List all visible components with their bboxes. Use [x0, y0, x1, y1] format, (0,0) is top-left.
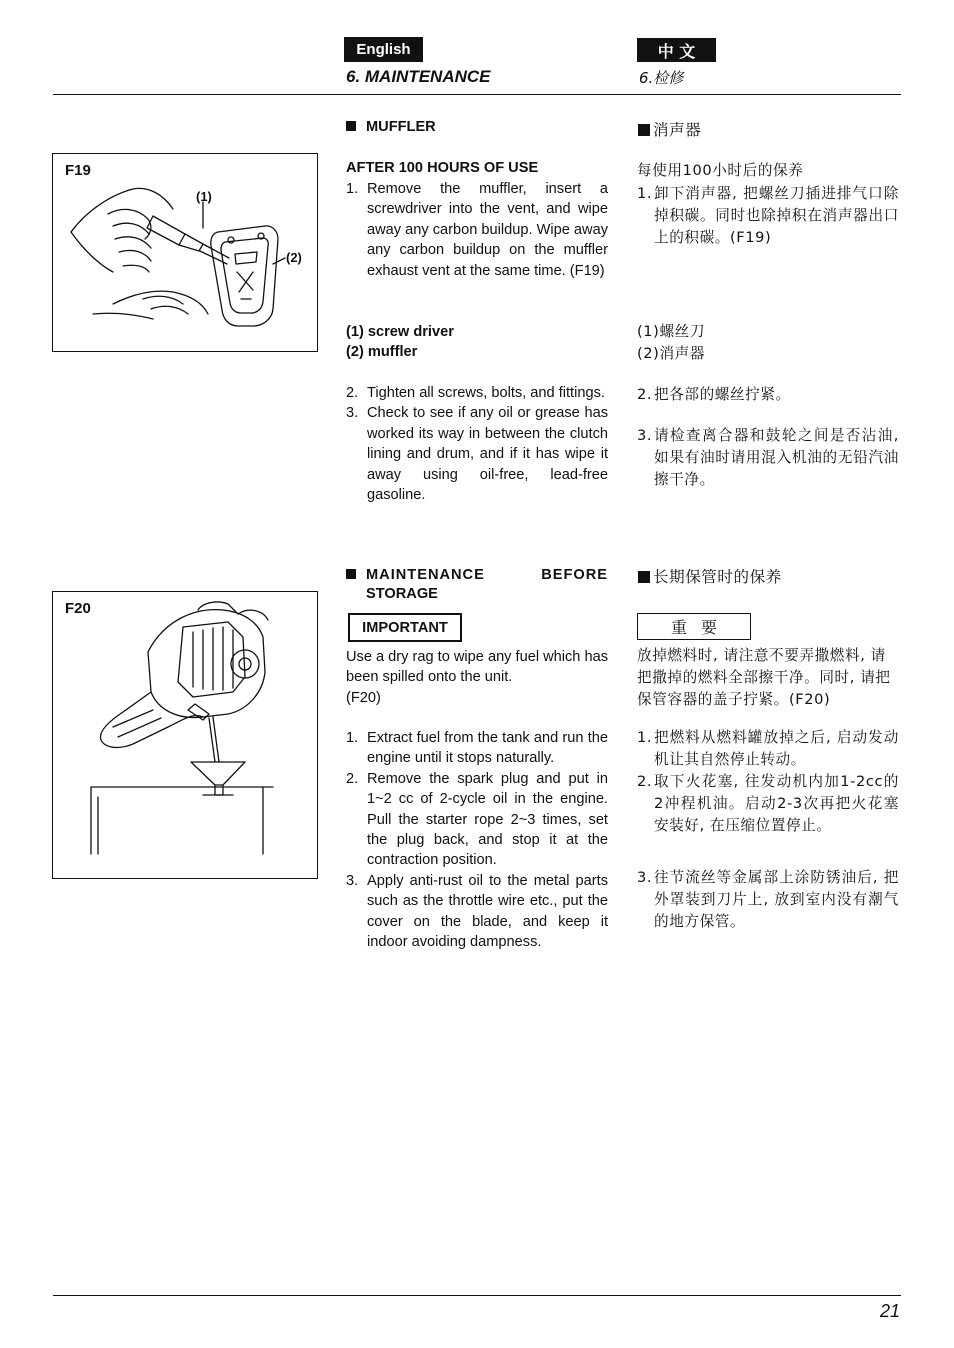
muffler-screwdriver-illustration — [53, 154, 319, 353]
bullet-square-icon — [638, 571, 650, 583]
step-number: 2. — [637, 386, 653, 403]
important-box-cn — [637, 613, 751, 640]
step-text: 往节流丝等金属部上涂防锈油后, 把外罩装到刀片上, 放到室内没有潮气的地方保管。 — [654, 869, 899, 930]
list-item — [346, 769, 608, 871]
storage-note-cn: 放掉燃料时, 请注意不要弄撒燃料, 请把撒掉的燃料全部擦干净。同时, 请把保管容器的盖子拧紧。(F20) — [637, 647, 891, 708]
storage-heading-line-1 — [346, 567, 608, 583]
list-item — [346, 871, 608, 953]
storage-heading-part-1 — [346, 567, 485, 583]
part-label: (2)消声器 — [637, 345, 706, 362]
bullet-square-icon — [346, 121, 356, 131]
page-number: 21 — [879, 1301, 900, 1321]
muffler-steps-en-part1 — [346, 179, 608, 281]
list-item — [346, 179, 608, 281]
list-item — [637, 727, 899, 771]
language-tag-chinese — [637, 38, 716, 62]
muffler-subheading-cn: 每使用100小时后的保养 — [637, 162, 804, 179]
language-tag-chinese-label: 中 文 — [657, 41, 696, 61]
muffler-steps-en-part2 — [346, 383, 608, 505]
language-tag-english-label: English — [356, 41, 411, 58]
muffler-parts-en — [346, 322, 454, 363]
muffler-steps-cn-part2 — [637, 384, 899, 406]
footer-rule — [53, 1295, 901, 1296]
step-text: Remove the muffler, insert a screwdriver into the vent, and wipe away any carbon buildup. Wipe away any carbon buildup on the muffler exhaust vent at the same time. (F19) — [367, 181, 608, 279]
step-text: Check to see if any oil or grease has worked its way in between the clutch lining and drum, and if it has wipe it away using oil-free, lead-free gasoline. — [367, 405, 608, 504]
figure-f19-callout-1: (1) — [196, 189, 212, 204]
part-label: (1) screw driver — [346, 324, 454, 340]
muffler-steps-cn-part3 — [637, 425, 899, 491]
step-number: 2. — [346, 385, 359, 401]
list-item — [346, 403, 608, 505]
important-box-en — [348, 613, 462, 642]
list-item — [346, 383, 608, 403]
storage-steps-cn-part2 — [637, 867, 899, 933]
step-text: 把燃料从燃料罐放掉之后, 启动发动机让其自然停止转动。 — [654, 729, 899, 768]
step-number: 3. — [637, 427, 653, 444]
step-number: 3. — [346, 405, 359, 422]
storage-note-en-ref: (F20) — [346, 689, 381, 706]
muffler-parts-cn — [637, 321, 705, 365]
step-number: 2. — [637, 773, 653, 790]
figure-f20-label: F20 — [65, 600, 91, 617]
important-label-cn: 重要 — [670, 618, 731, 637]
part-label: (2) muffler — [346, 344, 418, 361]
storage-note-en — [346, 647, 608, 708]
muffler-heading-cn-text: 消声器 — [653, 121, 702, 139]
muffler-heading-en — [346, 119, 436, 135]
list-item — [346, 728, 608, 769]
storage-note-en-text: Use a dry rag to wipe any fuel which has been spilled onto the unit. — [346, 649, 609, 686]
muffler-heading-cn — [638, 119, 701, 141]
storage-heading-cn-text: 长期保管时的保养 — [653, 568, 782, 586]
step-number: 1. — [346, 730, 359, 746]
muffler-subheading-en: AFTER 100 HOURS OF USE — [346, 160, 539, 176]
step-number: 1. — [637, 185, 653, 202]
important-label-en: IMPORTANT — [362, 619, 448, 636]
part-label: (1)螺丝刀 — [637, 323, 706, 340]
step-number: 3. — [346, 872, 359, 889]
section-title-cn: 6.检修 — [639, 69, 684, 87]
figure-f19-callout-2: (2) — [286, 250, 302, 265]
step-text: Tighten all screws, bolts, and fittings. — [367, 385, 605, 401]
fuel-draining-illustration — [53, 592, 319, 880]
storage-steps-en — [346, 728, 608, 952]
step-text: Extract fuel from the tank and run the engine until it stops naturally. — [367, 730, 608, 767]
list-item — [637, 384, 899, 406]
step-text: 卸下消声器, 把螺丝刀插进排气口除掉积碳。同时也除掉积在消声器出口上的积碳。(F19) — [654, 185, 899, 246]
list-item — [637, 183, 899, 249]
storage-heading-word-2: BEFORE — [541, 567, 608, 583]
step-number: 2. — [346, 770, 359, 787]
language-tag-english — [344, 37, 423, 62]
figure-f19 — [52, 153, 318, 352]
list-item — [637, 425, 899, 491]
step-text: Apply anti-rust oil to the metal parts such as the throttle wire etc., put the cover on the blade, and keep it indoor avoiding dampness. — [367, 872, 608, 951]
step-text: 请检查离合器和鼓轮之间是否沾油, 如果有油时请用混入机油的无铅汽油擦干净。 — [654, 427, 899, 488]
step-text: 取下火花塞, 往发动机内加1-2cc的2冲程机油。启动2-3次再把火花塞安装好, 在压缩位置停止。 — [654, 773, 899, 834]
header-rule — [53, 94, 901, 95]
list-item — [637, 867, 899, 933]
step-text: 把各部的螺丝拧紧。 — [654, 386, 791, 403]
storage-heading-en — [346, 567, 608, 602]
muffler-heading-en-text: MUFFLER — [366, 119, 436, 135]
storage-steps-cn-part1 — [637, 727, 899, 837]
step-number: 1. — [637, 729, 653, 746]
list-item — [637, 771, 899, 837]
bullet-square-icon — [638, 124, 650, 136]
section-title-en: 6. MAINTENANCE — [346, 67, 491, 86]
step-number: 3. — [637, 869, 653, 886]
bullet-square-icon — [346, 569, 356, 579]
figure-f19-label: F19 — [65, 162, 91, 179]
step-text: Remove the spark plug and put in 1~2 cc of 2-cycle oil in the engine. Pull the starter rope 2~3 times, set the plug back, and stop it at the contraction position. — [367, 770, 608, 869]
storage-heading-cn — [638, 566, 782, 588]
storage-heading-word-1: MAINTENANCE — [366, 567, 485, 583]
muffler-steps-cn-part1 — [637, 183, 899, 249]
storage-heading-word-3: STORAGE — [366, 586, 438, 602]
figure-f20 — [52, 591, 318, 879]
step-number: 1. — [346, 181, 359, 197]
